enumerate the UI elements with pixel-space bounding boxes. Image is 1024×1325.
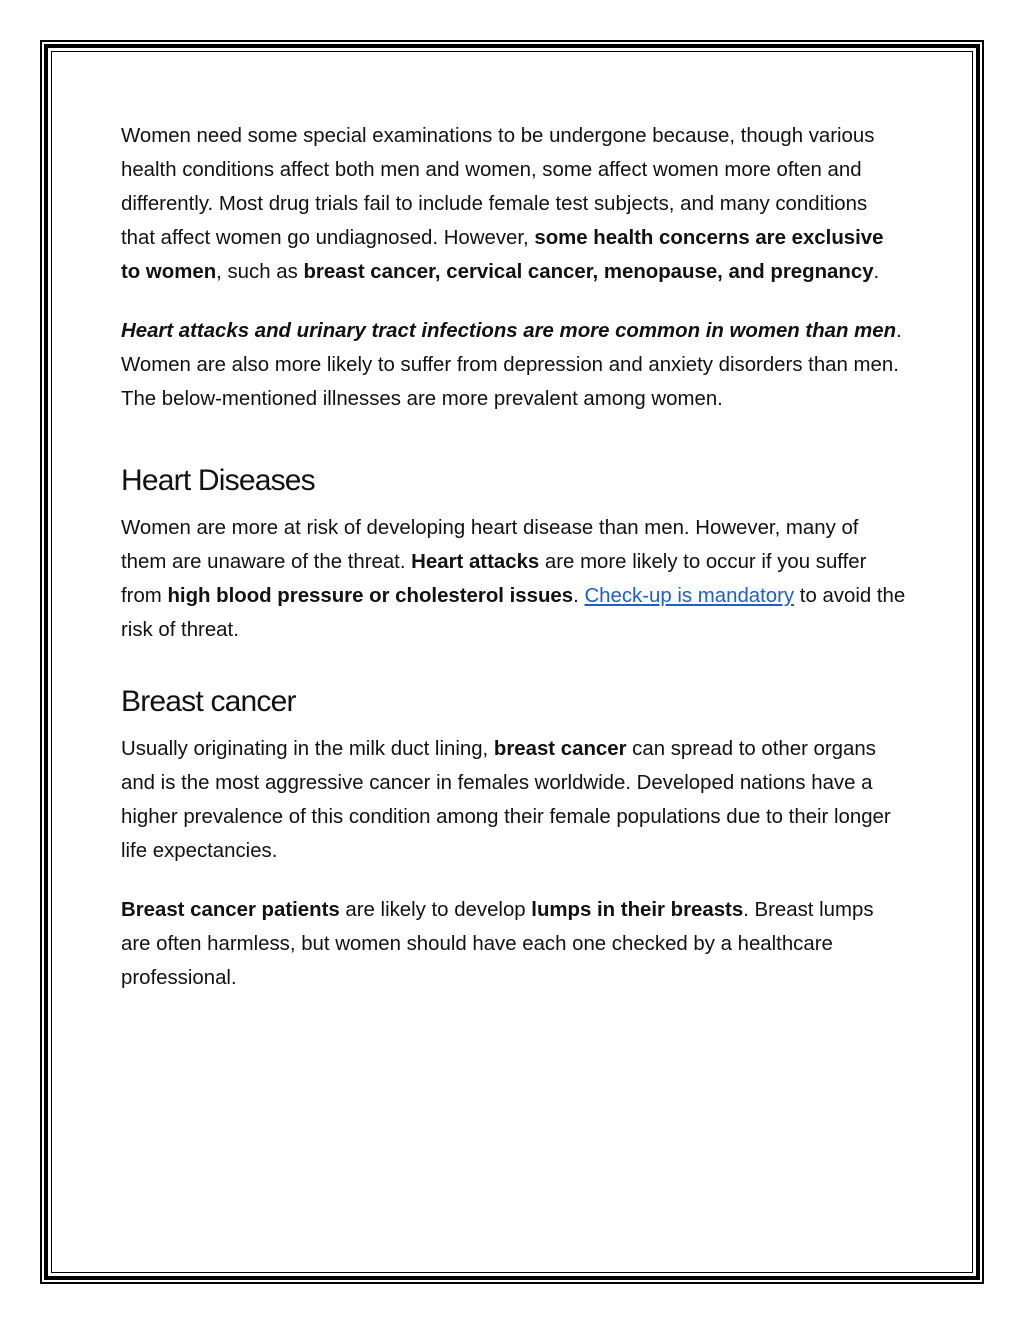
breast-p1-text-2: can spread to other organs and is the most aggressive cancer in females worldwide. Developed nations have a higher prevalence of this condition among their female populations due to their longer life expectancies. [121,738,891,862]
intro-paragraph-1 [121,119,906,289]
document-body [121,119,906,995]
breast-paragraph-1 [121,732,906,868]
breast-cancer-heading: Breast cancer [121,685,296,718]
heart-diseases-heading: Heart Diseases [121,464,315,497]
breast-p1-text-1: Usually originating in the milk duct lining, [121,738,494,760]
intro-p1-text-2: , such as [216,261,304,283]
heart-p1-text-3: . [573,585,585,607]
breast-p2-bold-1: Breast cancer patients [121,899,340,921]
breast-p2-text-2: . Breast lumps are often harmless, but women should have each one checked by a healthcare professional. [121,899,874,989]
breast-p2-text-1: are likely to develop [339,899,532,921]
intro-paragraph-2 [121,314,906,416]
heart-p1-text-4: to avoid the risk of threat. [121,585,906,641]
heart-paragraph [121,511,906,647]
intro-p1-text-3: . [873,261,880,283]
intro-p2-text-1: . Women are also more likely to suffer from depression and anxiety disorders than men. The below-mentioned illnesses are more prevalent among women. [121,320,902,410]
intro-p1-bold-1: some health concerns are exclusive to women [121,227,884,283]
checkup-mandatory-link[interactable]: Check-up is mandatory [584,585,795,607]
intro-p1-text-1: Women need some special examinations to be undergone because, though various health conditions affect both men and women, some affect women more often and differently. Most drug trials fail to include female test subjects, and many conditions that affect women go undiagnosed. However, [121,125,875,249]
heart-p1-bold-2: high blood pressure or cholesterol issues [167,585,574,607]
breast-p2-bold-2: lumps in their breasts [531,899,744,921]
heart-p1-text-2: are more likely to occur if you suffer from [121,551,867,607]
breast-paragraph-2 [121,893,906,995]
heart-p1-bold-1: Heart attacks [411,551,540,573]
breast-p1-bold-1: breast cancer [493,738,627,760]
intro-p1-bold-2: breast cancer, cervical cancer, menopause, and pregnancy [303,261,874,283]
intro-p2-bold-italic: Heart attacks and urinary tract infections are more common in women than men [121,320,897,342]
heart-p1-text-1: Women are more at risk of developing heart disease than men. However, many of them are unaware of the threat. [121,517,859,573]
